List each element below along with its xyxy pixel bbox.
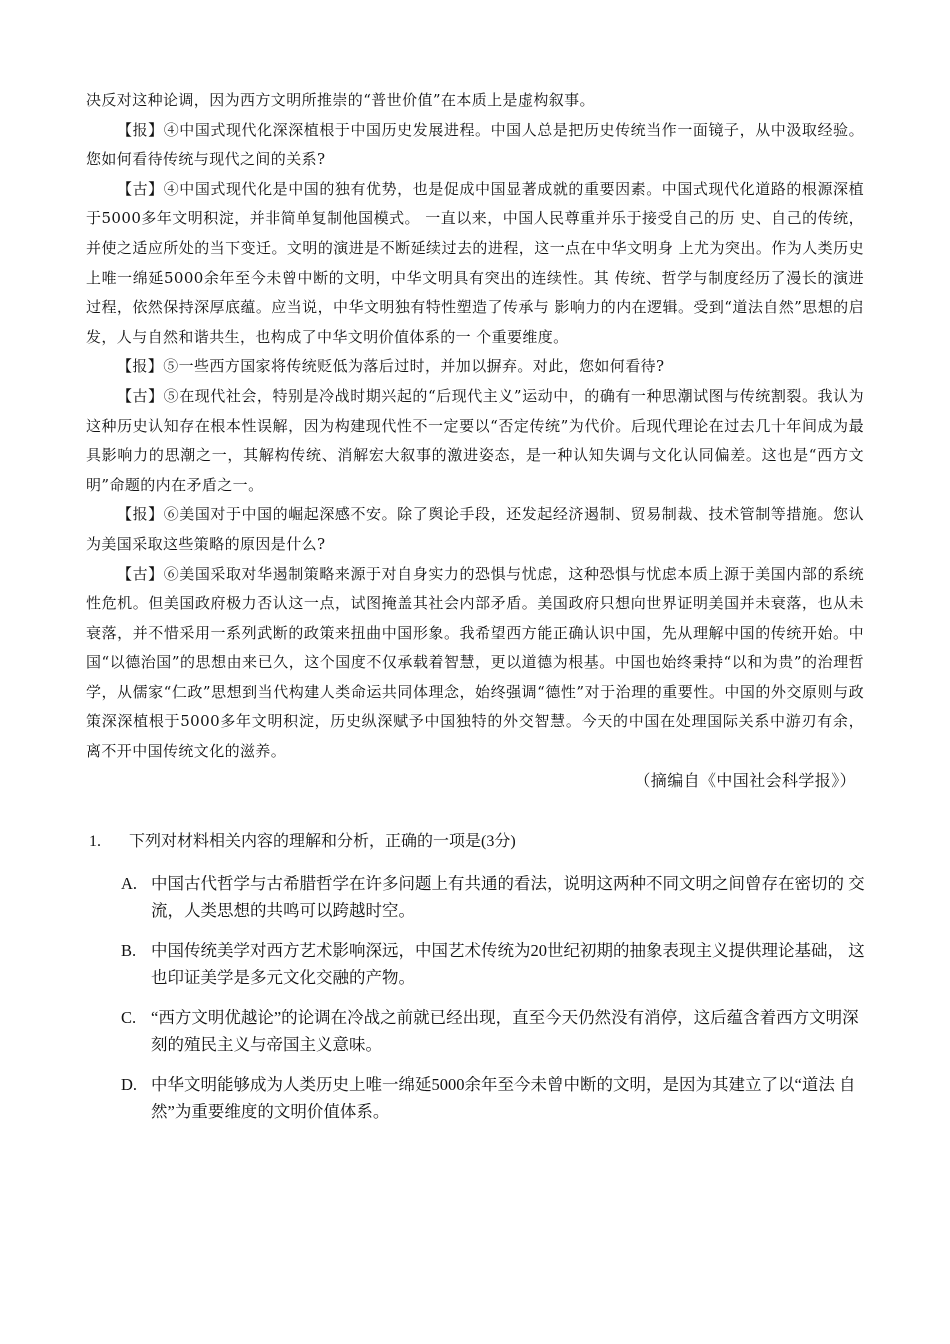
answer-4: 【古】④中国式现代化是中国的独有优势，也是促成中国显著成就的重要因素。中国式现代化道路的根源深植于5000多年文明积淀，并非简单复制他国模式。 一直以来，中国人民尊重并乐于接受自己的历 史、自己的传统，并使之适应所处的当下变迁。文明的演进是不断延续过去的进程，这一点在中华文明身 上尤为突出。作为人类历史上唯一绵延5000余年至今未曾中断的文明，中华文明具有突出的连续性。其 传统、哲学与制度经历了漫长的演进过程，依然保持深厚底蕴。应当说，中华文明独有特性塑造了传承与 影响力的内在逻辑。受到“道法自然”思想的启发，人与自然和谐共生，也构成了中华文明价值体系的一 个重要维度。: [86, 179, 864, 346]
question-text: 下列对材料相关内容的理解和分析，正确的一项是(3分): [129, 833, 516, 850]
option-c: [121, 1004, 869, 1058]
option-d: [121, 1071, 869, 1125]
article-source: （摘编自《中国社会科学报》）: [634, 772, 856, 790]
reporter-question-6: 【报】⑥美国对于中国的崛起深感不安。除了舆论手段，还发起经济遏制、贸易制裁、技术管制等措施。您认为美国采取这些策略的原因是什么?: [86, 505, 864, 553]
answer-6: 【古】⑥美国采取对华遏制策略来源于对自身实力的恐惧与忧虑，这种恐惧与忧虑本质上源于美国内部的系统性危机。但美国政府极力否认这一点，试图掩盖其社会内部矛盾。美国政府只想向世界证明美国并未衰落，也从未衰落，并不惜采用一系列武断的政策来扭曲中国形象。我希望西方能正确认识中国，先从理解中国的传统开始。中国“以德治国”的思想由来已久，这个国度不仅承载着智慧，更以道德为根基。中国也始终秉持“以和为贵”的治理哲学，从儒家“仁政”思想到当代构建人类命运共同体理念，始终强调“德性”对于治理的重要性。中国的外交原则与政策深深植根于5000多年文明积淀，历史纵深赋予中国独特的外交智慧。今天的中国在处理国际关系中游刃有余，离不开中国传统文化的滋养。: [86, 564, 864, 761]
option-text: 中国传统美学对西方艺术影响深远，中国艺术传统为20世纪初期的抽象表现主义提供理论基础， 这也印证美学是多元文化交融的产物。: [151, 941, 865, 987]
option-a: [121, 870, 869, 924]
option-letter: A.: [121, 874, 138, 893]
option-letter: C.: [121, 1008, 137, 1027]
question-stem: [89, 829, 869, 854]
answer-5: 【古】⑤在现代社会，特别是冷战时期兴起的“后现代主义”运动中，的确有一种思潮试图与传统割裂。我认为这种历史认知存在根本性误解，因为构建现代性不一定要以“否定传统”为代价。后现代理论在过去几十年间成为最具影响力的思潮之一，其解构传统、消解宏大叙事的激进姿态，是一种认知失调与文化认同偏差。这也是“西方文明”命题的内在矛盾之一。: [86, 386, 864, 494]
option-letter: D.: [121, 1075, 138, 1094]
reporter-question-5: 【报】⑤一些西方国家将传统贬低为落后过时，并加以摒弃。对此，您如何看待?: [117, 357, 665, 376]
option-text: “西方文明优越论”的论调在冷战之前就已经出现，直至今天仍然没有消停，这后蕴含着西方文明深刻的殖民主义与帝国主义意味。: [151, 1008, 859, 1054]
option-letter: B.: [121, 941, 137, 960]
interview-article: [86, 86, 864, 796]
article-paragraph-continued: 决反对这种论调，因为西方文明所推崇的“普世价值”在本质上是虚构叙事。: [86, 91, 595, 109]
option-b: [121, 937, 869, 991]
question-number: 1.: [89, 833, 101, 850]
reporter-question-4: 【报】④中国式现代化深深植根于中国历史发展进程。中国人总是把历史传统当作一面镜子，从中汲取经验。您如何看待传统与现代之间的关系?: [86, 120, 864, 169]
option-text: 中国古代哲学与古希腊哲学在许多问题上有共通的看法，说明这两种不同文明之间曾存在密切的 交流，人类思想的共鸣可以跨越时空。: [151, 874, 865, 920]
question-1: [89, 829, 869, 1138]
option-text: 中华文明能够成为人类历史上唯一绵延5000余年至今未曾中断的文明，是因为其建立了以“道法 自然”为重要维度的文明价值体系。: [151, 1075, 856, 1121]
